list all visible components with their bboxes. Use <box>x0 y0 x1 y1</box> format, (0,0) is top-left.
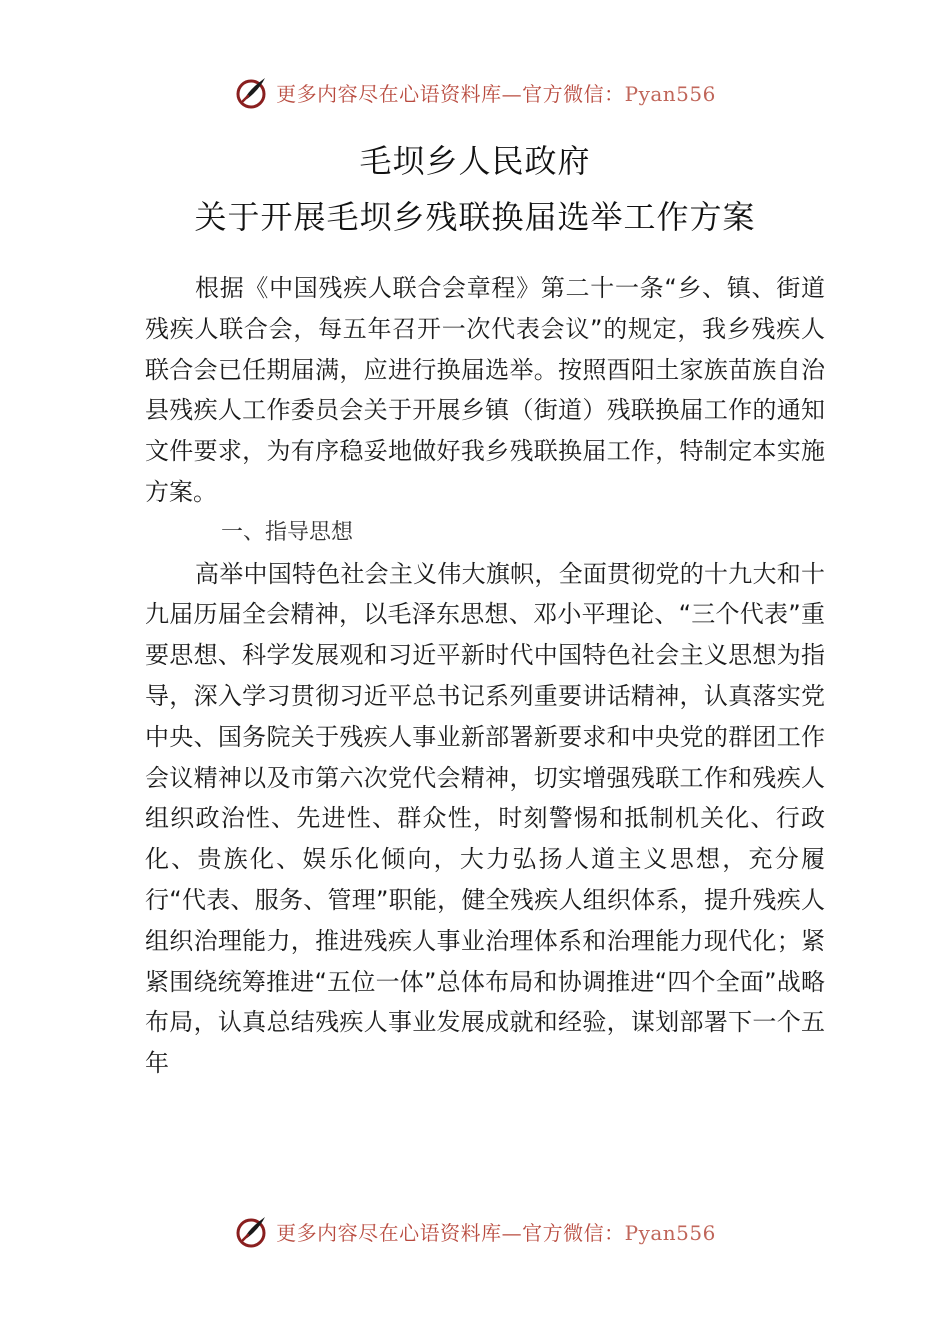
watermark-brand: 更多内容尽在心语资料库 <box>276 1220 502 1245</box>
quill-seal-icon <box>234 1213 270 1249</box>
document-body <box>145 268 825 1084</box>
intro-paragraph: 根据《中国残疾人联合会章程》第二十一条“乡、镇、街道残疾人联合会，每五年召开一次代表会议”的规定，我乡残疾人联合会已任期届满，应进行换届选举。按照酉阳土家族苗族自治县残疾人工作委员会关于开展乡镇（街道）残联换届工作的通知文件要求，为有序稳妥地做好我乡残联换届工作，特制定本实施方案。 <box>145 274 825 506</box>
watermark-brand: 更多内容尽在心语资料库 <box>276 81 502 106</box>
section-heading: 一、指导思想 <box>221 519 354 545</box>
quill-seal-icon <box>234 74 270 110</box>
watermark-separator: — <box>501 81 523 106</box>
watermark-contact: 官方微信： <box>522 81 625 106</box>
document-title-line2: 关于开展毛坝乡残联换届选举工作方案 <box>194 198 756 236</box>
document-title-line1: 毛坝乡人民政府 <box>359 142 591 180</box>
watermark-handle: Pyan556 <box>624 81 716 106</box>
watermark-banner-top <box>0 72 950 112</box>
watermark-separator: — <box>501 1220 523 1245</box>
watermark-banner-bottom <box>0 1211 950 1251</box>
watermark-text <box>276 1217 716 1246</box>
watermark-handle: Pyan556 <box>624 1220 716 1245</box>
watermark-text <box>276 78 716 107</box>
watermark-contact: 官方微信： <box>522 1220 625 1245</box>
section-paragraph: 高举中国特色社会主义伟大旗帜，全面贯彻党的十九大和十九届历届全会精神，以毛泽东思想、邓小平理论、“三个代表”重要思想、科学发展观和习近平新时代中国特色社会主义思想为指导，深入学习贯彻习近平总书记系列重要讲话精神，认真落实党中央、国务院关于残疾人事业新部署新要求和中央党的群团工作会议精神以及市第六次党代会精神，切实增强残联工作和残疾人组织政治性、先进性、群众性，时刻警惕和抵制机关化、行政化、贵族化、娱乐化倾向，大力弘扬人道主义思想，充分履行“代表、服务、管理”职能，健全残疾人组织体系，提升残疾人组织治理能力，推进残疾人事业治理体系和治理能力现代化；紧紧围绕统筹推进“五位一体”总体布局和协调推进“四个全面”战略布局，认真总结残疾人事业发展成就和经验，谋划部署下一个五年 <box>145 559 825 1078</box>
